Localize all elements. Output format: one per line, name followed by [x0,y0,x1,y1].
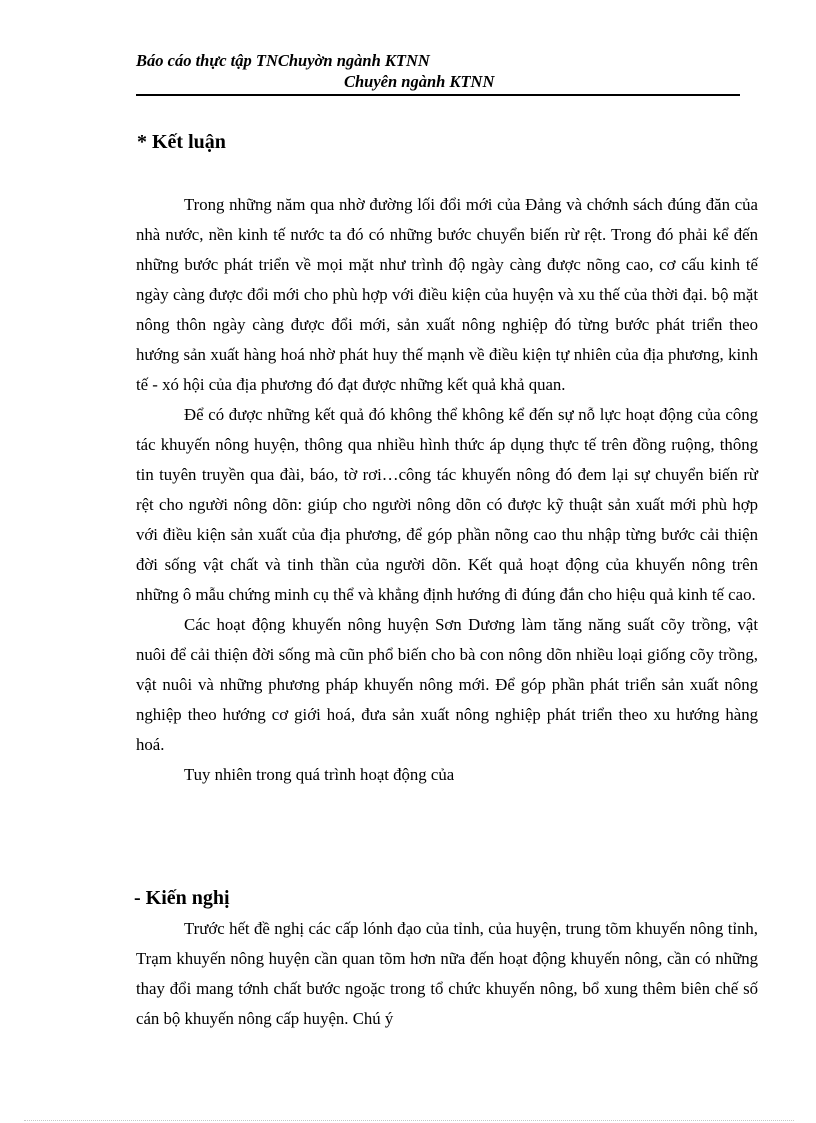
conclusion-body [136,190,758,790]
page-bottom-border [24,1120,794,1121]
paragraph: Các hoạt động khuyến nông huyện Sơn Dương làm tăng năng suất cõy trồng, vật nuôi để cải thiện đời sống mà cũn phổ biến cho bà con nông dõn nhiều loại giống cõy trồng, vật nuôi và những phương pháp khuyến nông mới. Để góp phần phát triển sản xuất nông nghiệp theo hướng cơ giới hoá, đưa sản xuất nông nghiệp phát triển theo xu hướng hàng hoá. [136,615,758,754]
paragraph: Trước hết đề nghị các cấp lónh đạo của tỉnh, của huyện, trung tõm khuyến nông tỉnh, Trạm khuyến nông huyện cần quan tõm hơn nữa đến hoạt động khuyến nông, cần có những thay đổi mang tớnh chất bước ngoặc trong tổ chức khuyến nông, bổ xung thêm biên chế số cán bộ khuyến nông cấp huyện. Chú ý [136,919,758,1028]
section-heading-conclusion: * Kết luận [137,131,226,153]
header-line-1: Báo cáo thực tập TNChuyờn ngành KTNN [136,51,430,70]
recommendations-body [136,914,758,1034]
paragraph: Để có được những kết quả đó không thể không kể đến sự nỗ lực hoạt động của công tác khuyến nông huyện, thông qua nhiều hình thức áp dụng thực tế trên đồng ruộng, thông tin tuyên truyền qua đài, báo, tờ rơi…công tác khuyến nông đó đem lại sự chuyển biến rừ rệt cho người nông dõn: giúp cho người nông dõn có được kỹ thuật sản xuất mới phù hợp với điều kiện sản xuất của địa phương, để góp phần nõng cao thu nhập từng bước cải thiện đời sống vật chất và tinh thần của người dõn. Kết quả hoạt động của khuyến nông trên những ô mẫu chứng minh cụ thể và khẳng định hướng đi đúng đắn cho hiệu quả kinh tế cao. [136,405,758,604]
paragraph: Trong những năm qua nhờ đường lối đổi mới của Đảng và chớnh sách đúng đăn của nhà nước, nền kinh tế nước ta đó có những bước chuyển biến rừ rệt. Trong đó phải kể đến những bước phát triển về mọi mặt như trình độ ngày càng được nõng cao, cơ cấu kinh tế ngày càng được đổi mới cho phù hợp với điều kiện của huyện và xu thế của thời đại. bộ mặt nông thôn ngày càng được đổi mới, sản xuất nông nghiệp đó từng bước phát triển theo hướng sản xuất hàng hoá nhờ phát huy thế mạnh về điều kiện tự nhiên của địa phương, kinh tế - xó hội của địa phương đó đạt được những kết quả khả quan. [136,195,758,394]
header-divider [136,94,740,96]
paragraph: Tuy nhiên trong quá trình hoạt động của [184,765,455,784]
page-header [136,50,740,92]
section-heading-recommendations: - Kiến nghị [134,887,230,909]
header-line-2: Chuyên ngành KTNN [344,72,495,91]
